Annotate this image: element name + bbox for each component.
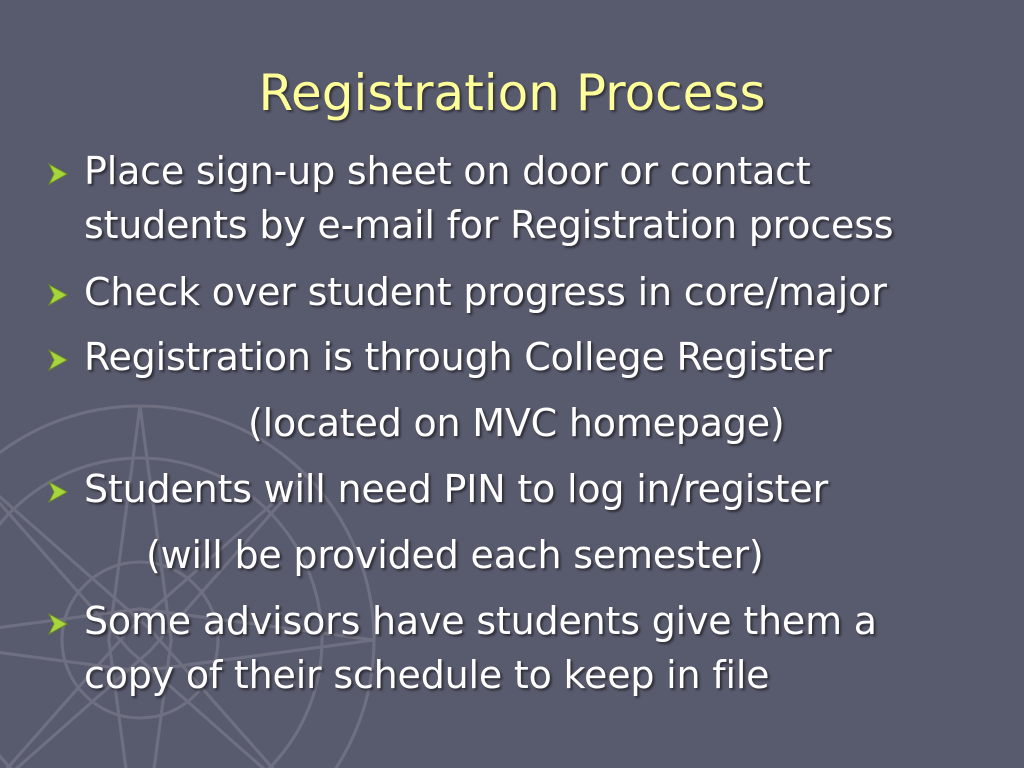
arrowhead-bullet-icon	[44, 346, 72, 374]
bullet-3-line-1: Registration is through College Register	[84, 335, 832, 379]
arrowhead-bullet-icon	[44, 478, 72, 506]
bullet-1-line-1: Place sign-up sheet on door or contact	[84, 149, 811, 193]
bullet-4-line-1: Students will need PIN to log in/register	[84, 467, 828, 511]
bullet-5-line-2: copy of their schedule to keep in file	[84, 653, 770, 697]
bullet-1-line-2: students by e-mail for Registration process	[84, 203, 894, 247]
bullet-2-line-1: Check over student progress in core/major	[84, 270, 887, 314]
bullet-3-sub-line: (located on MVC homepage)	[248, 401, 785, 445]
arrowhead-bullet-icon	[44, 610, 72, 638]
slide-title: Registration Process	[258, 64, 766, 122]
bullet-5-line-1: Some advisors have students give them a	[84, 599, 877, 643]
bullet-4-sub-line: (will be provided each semester)	[146, 533, 764, 577]
arrowhead-bullet-icon	[44, 281, 72, 309]
arrowhead-bullet-icon	[44, 160, 72, 188]
